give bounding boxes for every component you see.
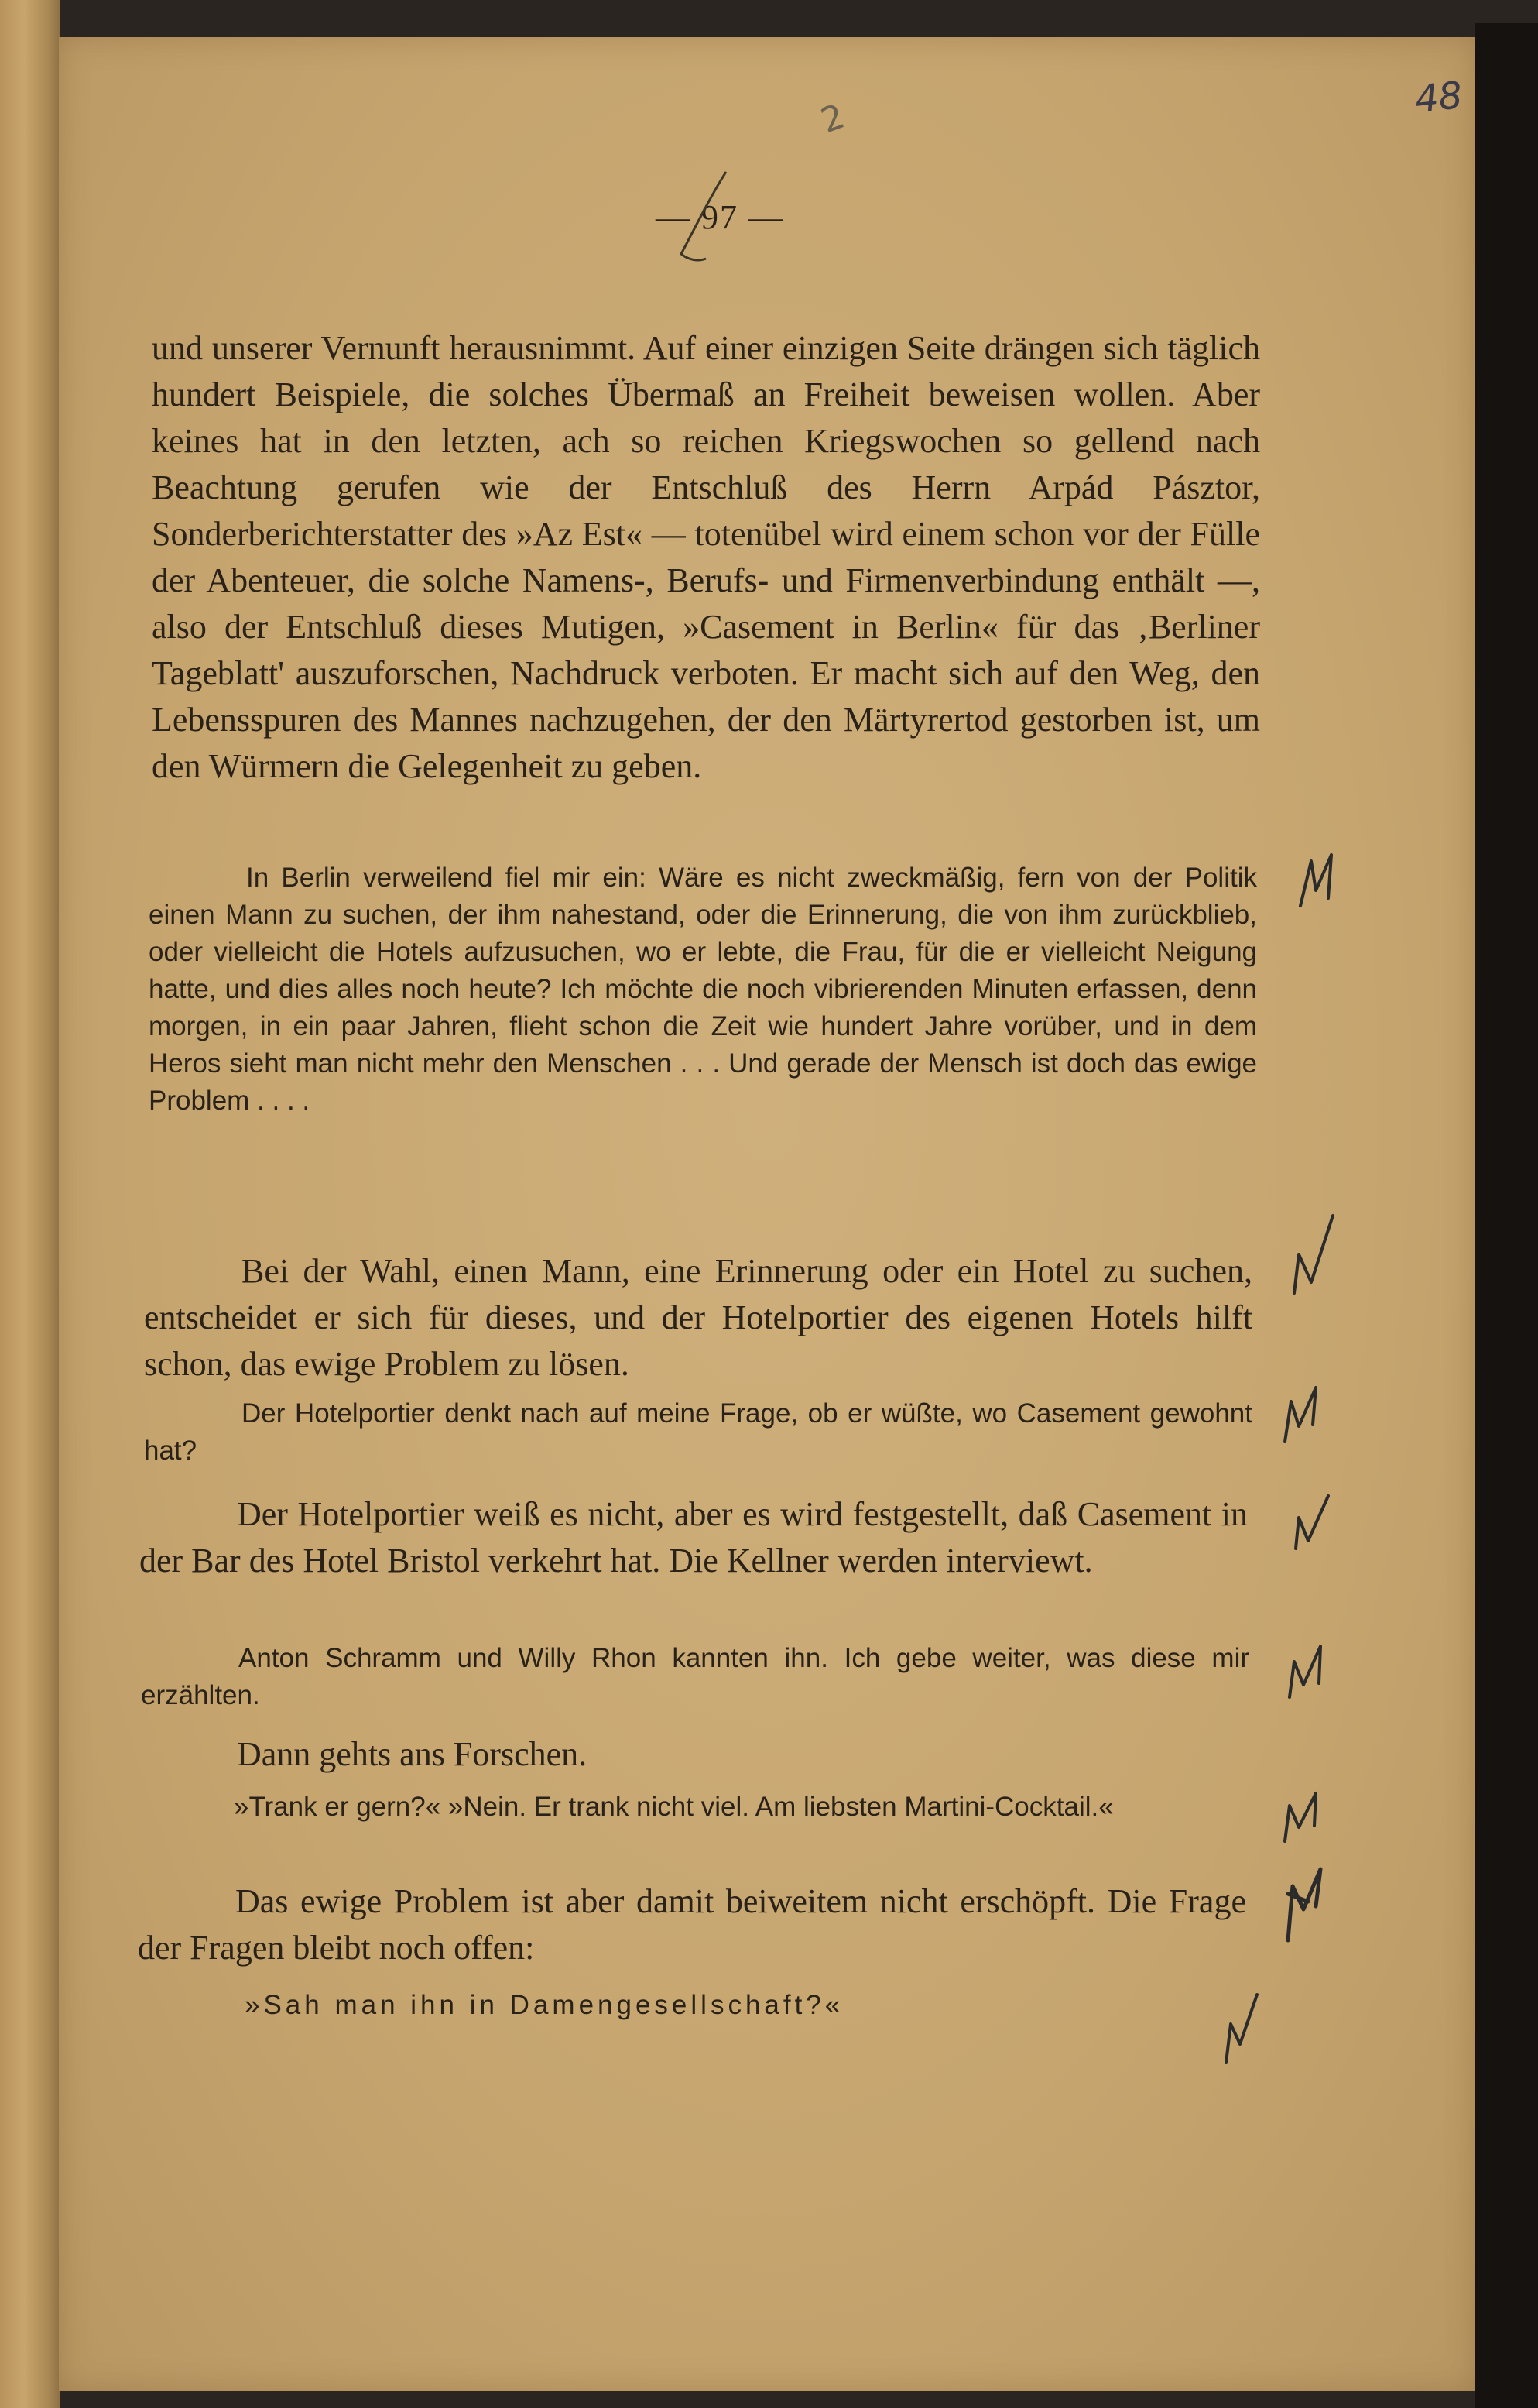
quoted-passage-3: Anton Schramm und Willy Rhon kannten ihn. Ich gebe weiter, was diese mir erzählten.	[141, 1643, 1249, 1710]
margin-check-mark	[1282, 1635, 1336, 1705]
margin-check-mark	[1277, 1378, 1331, 1448]
body-paragraph-5: Das ewige Problem ist aber damit beiweitem nicht erschöpft. Die Frage der Fragen bleibt noch offen:	[138, 1882, 1246, 1967]
body-paragraph-4: Dann gehts ans Forschen.	[237, 1735, 587, 1773]
margin-check-mark	[1288, 1487, 1342, 1556]
body-paragraph-1: und unserer Vernunft herausnimmt. Auf einer einzigen Seite drängen sich täglich hundert Beispiele, die solches Übermaß an Freiheit beweisen wollen. Aber keines hat in den letzten, ach so reichen Kriegswochen so gellend nach Beachtung gerufen wie der Entschluß des Herrn Arpád Pásztor, Sonderberichterstatter des »Az Est« — totenübel wird einem schon vor der Fülle der Abenteuer, die solche Namens-, Berufs- und Firmenverbindung enthält —, also der Entschluß dieses Mutigen, »Casement in Berlin« für das ‚Berliner Tageblatt' auszuforschen, Nachdruck verboten. Er macht sich auf den Weg, den Lebensspuren des Mannes nachzugehen, der den Märtyrertod gestorben ist, um den Würmern die Gelegenheit zu geben.	[152, 329, 1260, 785]
quoted-passage-5: »Sah man ihn in Damengesellschaft?«	[245, 1990, 844, 2020]
body-paragraph-3: Der Hotelportier weiß es nicht, aber es wird festgestellt, daß Casement in der Bar des Hotel Bristol verkehrt hat. Die Kellner werden interviewt.	[139, 1495, 1248, 1580]
margin-check-mark	[1294, 844, 1348, 914]
quoted-passage-2: Der Hotelportier denkt nach auf meine Frage, ob er wüßte, wo Casement gewohnt hat?	[144, 1398, 1252, 1466]
folio-pencil-strike	[666, 163, 751, 271]
body-paragraph-2: Bei der Wahl, einen Mann, eine Erinnerung oder ein Hotel zu suchen, entscheidet er sich für dieses, und der Hotelportier des eigenen Hotels hilft schon, das ewige Problem zu lösen.	[144, 1252, 1252, 1383]
margin-check-mark	[1277, 1779, 1331, 1849]
margin-check-mark	[1277, 1855, 1331, 1948]
book-spine	[0, 0, 60, 2408]
quoted-passage-4: »Trank er gern?« »Nein. Er trank nicht viel. Am liebsten Martini-Cocktail.«	[234, 1792, 1114, 1822]
archive-page-number: 48	[1413, 73, 1464, 122]
pencil-annotation: 2	[816, 96, 850, 142]
margin-check-mark	[1288, 1208, 1342, 1301]
scan-edge	[1475, 23, 1538, 2408]
margin-check-mark	[1218, 1985, 1273, 2070]
quoted-passage-1: In Berlin verweilend fiel mir ein: Wäre es nicht zweckmäßig, fern von der Politik einen Mann zu suchen, der ihm nahestand, oder die Erinnerung, die von ihm zurückblieb, oder vielleicht die Hotels aufzusuchen, wo er lebte, die Frau, für die er vielleicht Neigung hatte, und dies alles noch heute? Ich möchte die noch vibrierenden Minuten erfassen, denn morgen, in ein paar Jahren, flieht schon die Zeit wie hundert Jahre vorüber, und in dem Heros sieht man nicht mehr den Menschen . . . Und gerade der Mensch ist doch das ewige Problem . . . .	[149, 863, 1257, 1116]
page-number: — 97 —	[656, 198, 784, 236]
